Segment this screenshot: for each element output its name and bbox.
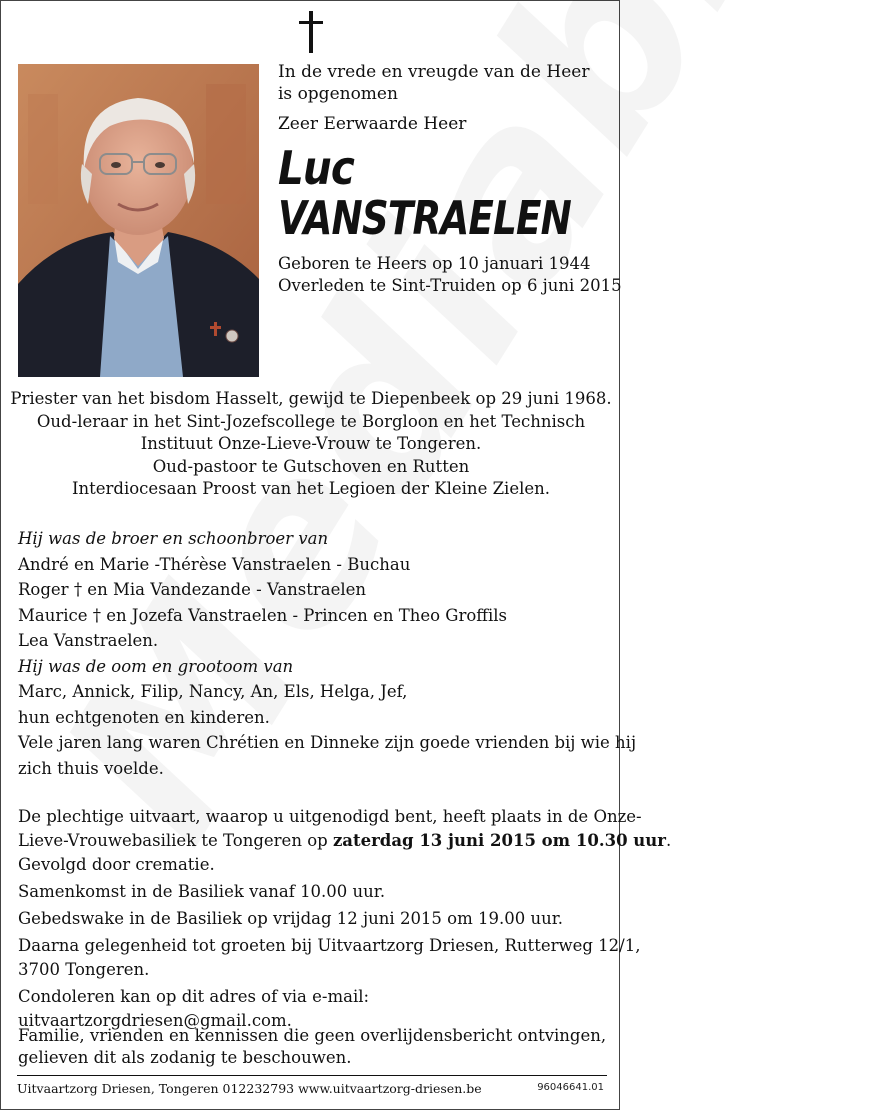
cross-icon [297, 11, 325, 55]
died-line: Overleden te Sint-Truiden op 6 juni 2015 [278, 276, 622, 295]
nephew-line: hun echtgenoten en kinderen. [18, 707, 270, 727]
roles-list [7, 388, 615, 501]
role-line: Priester van het bisdom Hasselt, gewijd te Diepenbeek op 29 juni 1968. [10, 389, 612, 408]
friends-line: zich thuis voelde. [18, 758, 164, 778]
role-line: Instituut Onze-Lieve-Vrouw te Tongeren. [140, 434, 482, 453]
intro-text: In de vrede en vreugde van de Heer is opgenomen [278, 62, 590, 104]
reference-code: 96046641.01 [537, 1082, 604, 1093]
funeral-period: . [665, 831, 672, 850]
funeral-section [18, 805, 672, 1036]
funeral-location: Lieve-Vrouwebasiliek te Tongeren op [18, 831, 333, 850]
greeting-line: 3700 Tongeren. [18, 960, 150, 979]
funeral-date-line [18, 829, 672, 853]
role-line: Interdiocesaan Proost van het Legioen der Kleine Zielen. [71, 479, 550, 498]
siblings-heading: Hij was de broer en schoonbroer van [18, 529, 329, 548]
footer-divider [17, 1075, 607, 1076]
funeral-line: De plechtige uitvaart, waarop u uitgenodigd bent, heeft plaats in de Onze- [18, 807, 642, 826]
nephew-line: Marc, Annick, Filip, Nancy, An, Els, Helga, Jef, [18, 682, 408, 701]
condolence-line: Condoleren kan op dit adres of via e-mail: uitvaartzorgdriesen@gmail.com. [18, 987, 370, 1030]
family-section [18, 526, 637, 781]
footer-text: Uitvaartzorg Driesen, Tongeren 012232793 www.uitvaartzorg-driesen.be [17, 1081, 482, 1096]
closing-line: gelieven dit als zodanig te beschouwen. [18, 1048, 352, 1067]
greeting-paragraph [18, 934, 641, 982]
sibling-line: Maurice † en Jozefa Vanstraelen - Princen en Theo Groffils [18, 605, 508, 625]
first-name: Luc [278, 141, 354, 195]
birth-death-dates [278, 253, 622, 297]
greeting-line: Daarna gelegenheid tot groeten bij Uitvaartzorg Driesen, Rutterweg 12/1, [18, 936, 641, 955]
sibling-line: Roger † en Mia Vandezande - Vanstraelen [18, 580, 367, 599]
nephews-heading: Hij was de oom en grootoom van [18, 656, 294, 676]
born-line: Geboren te Heers op 10 januari 1944 [278, 254, 591, 273]
friends-line: Vele jaren lang waren Chrétien en Dinneke zijn goede vrienden bij wie hij [18, 733, 637, 752]
closing-note [18, 1025, 613, 1069]
sibling-line: Lea Vanstraelen. [18, 631, 159, 650]
gathering-line: Samenkomst in de Basiliek vanaf 10.00 uur. [18, 882, 386, 901]
portrait-photo [18, 64, 259, 377]
honorific-title: Zeer Eerwaarde Heer [278, 114, 467, 134]
closing-line: Familie, vrienden en kennissen die geen overlijdensbericht ontvingen, [18, 1026, 607, 1045]
vigil-line: Gebedswake in de Basiliek op vrijdag 12 juni 2015 om 19.00 uur. [18, 909, 564, 928]
funeral-paragraph [18, 805, 672, 877]
last-name: VANSTRAELEN [278, 191, 572, 245]
role-line: Oud-leraar in het Sint-Jozefscollege te Borgloon en het Technisch [36, 411, 586, 431]
funeral-date: zaterdag 13 juni 2015 om 10.30 uur [332, 831, 666, 850]
role-line: Oud-pastoor te Gutschoven en Rutten [152, 456, 470, 476]
cremation-line: Gevolgd door crematie. [18, 855, 215, 874]
sibling-line: André en Marie -Thérèse Vanstraelen - Buchau [18, 554, 411, 574]
